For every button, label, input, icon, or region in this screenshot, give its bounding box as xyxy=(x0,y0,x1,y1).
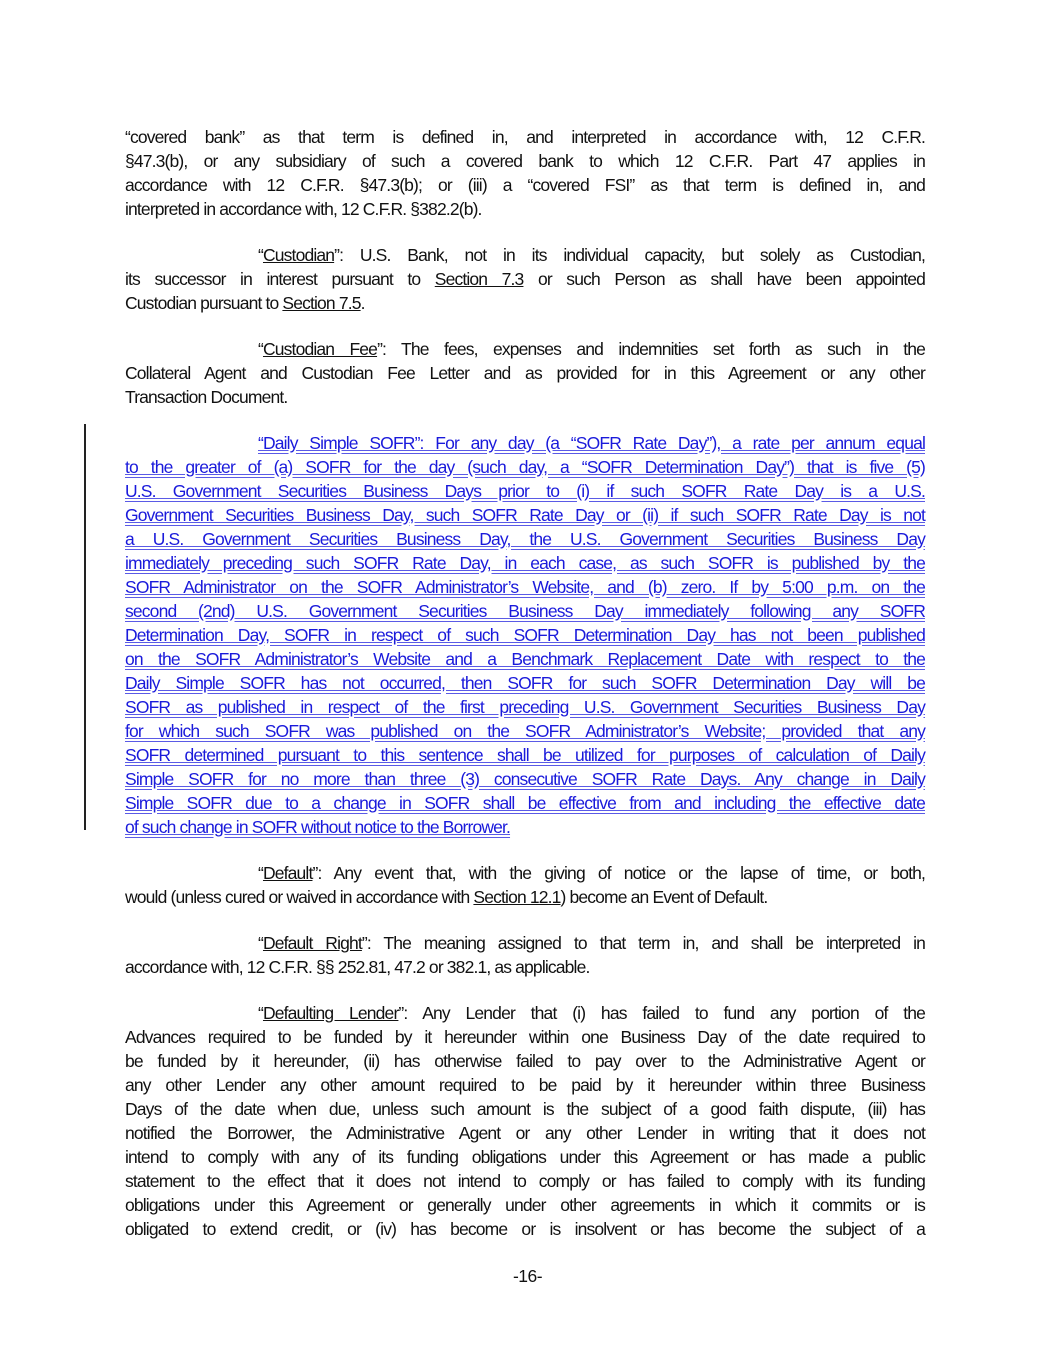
cross-reference-term: Section 7.5 xyxy=(282,293,361,313)
text-line xyxy=(125,671,925,695)
text-segment: “ xyxy=(258,933,263,953)
text-segment: accordance with, 12 C.F.R. §§ 252.81, 47.2 or 382.1, as applicable. xyxy=(125,957,590,977)
cross-reference-term: Section 7.3 xyxy=(434,269,524,289)
text-segment: any other Lender any other amount required to be paid by it hereunder within three Business xyxy=(125,1075,925,1095)
text-line xyxy=(125,197,925,221)
text-line xyxy=(125,527,925,551)
text-segment: “covered bank” as that term is defined in, and interpreted in accordance with, 12 C.F.R. xyxy=(125,127,925,147)
cross-reference-term: Custodian Fee xyxy=(262,339,378,359)
text-segment: . xyxy=(360,293,365,313)
text-segment: “ xyxy=(258,1003,263,1023)
text-line xyxy=(125,647,925,671)
text-line xyxy=(125,1097,925,1121)
text-segment: obligations under this Agreement or generally under other agreements in which it commits or is xyxy=(125,1195,925,1215)
text-line xyxy=(125,243,925,267)
text-line xyxy=(125,1193,925,1217)
text-line xyxy=(125,361,925,385)
text-segment: to the greater of (a) SOFR for the day (such day, a “SOFR Determination Day”) that is five (5) xyxy=(125,457,925,477)
text-segment: or such Person as shall have been appointed xyxy=(523,269,926,289)
text-line xyxy=(125,861,925,885)
text-line xyxy=(125,815,925,839)
text-segment: Days of the date when due, unless such amount is the subject of a good faith dispute, (iii) has xyxy=(125,1099,925,1119)
text-segment: U.S. Government Securities Business Days prior to (i) if such SOFR Rate Day is a U.S. xyxy=(125,481,925,501)
text-segment: on the SOFR Administrator’s Website and a Benchmark Replacement Date with respect to the xyxy=(125,649,925,669)
definition-paragraph xyxy=(125,931,925,979)
text-segment: Collateral Agent and Custodian Fee Letter and as provided for in this Agreement or any other xyxy=(125,363,925,383)
text-line xyxy=(125,1145,925,1169)
text-segment: SOFR determined pursuant to this sentence shall be utilized for purposes of calculation of Daily xyxy=(125,745,925,765)
text-line xyxy=(125,149,925,173)
text-segment: obligated to extend credit, or (iv) has become or is insolvent or has become the subject of a xyxy=(125,1219,925,1239)
text-line xyxy=(125,385,925,409)
cross-reference-term: Default xyxy=(262,863,313,883)
revision-change-bar xyxy=(84,424,86,830)
text-segment: intend to comply with any of its funding obligations under this Agreement or has made a public xyxy=(125,1147,925,1167)
text-segment: Advances required to be funded by it hereunder within one Business Day of the date required to xyxy=(125,1027,925,1047)
text-segment: “ xyxy=(258,863,263,883)
text-segment: ”: U.S. Bank, not in its individual capacity, but solely as Custodian, xyxy=(334,245,925,265)
text-line xyxy=(125,479,925,503)
text-line xyxy=(125,173,925,197)
text-segment: ) become an Event of Default. xyxy=(560,887,768,907)
text-segment: Government Securities Business Day, such SOFR Rate Day or (ii) if such SOFR Rate Day is not xyxy=(125,505,925,525)
text-line xyxy=(125,1073,925,1097)
text-segment: ”: Any Lender that (i) has failed to fund any portion of the xyxy=(398,1003,925,1023)
text-segment: ”: Any event that, with the giving of notice or the lapse of time, or both, xyxy=(312,863,925,883)
text-segment: second (2nd) U.S. Government Securities Business Day immediately following any SOFR xyxy=(125,601,925,621)
text-line xyxy=(125,291,925,315)
text-line xyxy=(125,955,925,979)
text-segment: accordance with 12 C.F.R. §47.3(b); or (iii) a “covered FSI” as that term is defined in, and xyxy=(125,175,925,195)
text-line xyxy=(125,1001,925,1025)
text-segment: Custodian pursuant to xyxy=(125,293,283,313)
text-line xyxy=(125,575,925,599)
text-line xyxy=(125,767,925,791)
text-segment: ”: The meaning assigned to that term in, and shall be interpreted in xyxy=(361,933,925,953)
text-segment: of such change in SOFR without notice to the Borrower. xyxy=(125,817,511,837)
document-body xyxy=(125,125,925,1263)
definition-paragraph xyxy=(125,243,925,315)
text-segment: its successor in interest pursuant to xyxy=(125,269,435,289)
cross-reference-term: Section 12.1 xyxy=(473,887,561,907)
text-line xyxy=(125,1121,925,1145)
text-segment: Simple SOFR due to a change in SOFR shall be effective from and including the effective date xyxy=(125,793,925,813)
text-line xyxy=(125,1217,925,1241)
cross-reference-term: Custodian xyxy=(262,245,335,265)
definition-paragraph xyxy=(125,337,925,409)
cross-reference-term: Default Right xyxy=(262,933,362,953)
text-segment: Determination Day, SOFR in respect of such SOFR Determination Day has not been published xyxy=(125,625,925,645)
text-segment: “ xyxy=(258,339,263,359)
definition-paragraph xyxy=(125,1001,925,1241)
text-segment: §47.3(b), or any subsidiary of such a covered bank to which 12 C.F.R. Part 47 applies in xyxy=(125,151,925,171)
text-segment: statement to the effect that it does not intend to comply or has failed to comply with its funding xyxy=(125,1171,925,1191)
text-segment: SOFR Administrator on the SOFR Administrator’s Website, and (b) zero. If by 5:00 p.m. on the xyxy=(125,577,925,597)
text-segment: a U.S. Government Securities Business Day, the U.S. Government Securities Business Day xyxy=(125,529,925,549)
text-line xyxy=(125,1169,925,1193)
text-segment: ”: The fees, expenses and indemnities set forth as such in the xyxy=(377,339,925,359)
text-segment: SOFR as published in respect of the first preceding U.S. Government Securities Business Day xyxy=(125,697,925,717)
definition-paragraph xyxy=(125,125,925,221)
definition-paragraph xyxy=(125,861,925,909)
text-line xyxy=(125,885,925,909)
text-line xyxy=(125,125,925,149)
text-line xyxy=(125,503,925,527)
page-number: -16- xyxy=(512,1266,543,1286)
text-line xyxy=(125,695,925,719)
text-segment: Transaction Document. xyxy=(125,387,288,407)
text-segment: be funded by it hereunder, (ii) has otherwise failed to pay over to the Administrative Agent or xyxy=(125,1051,925,1071)
text-line xyxy=(125,267,925,291)
text-segment: notified the Borrower, the Administrative Agent or any other Lender in writing that it does not xyxy=(125,1123,925,1143)
text-line xyxy=(125,599,925,623)
text-segment: for which such SOFR was published on the SOFR Administrator’s Website; provided that any xyxy=(125,721,925,741)
text-line xyxy=(125,551,925,575)
text-line xyxy=(125,623,925,647)
text-segment: immediately preceding such SOFR Rate Day, in each case, as such SOFR is published by the xyxy=(125,553,925,573)
text-line xyxy=(125,455,925,479)
text-segment: Daily Simple SOFR has not occurred, then SOFR for such SOFR Determination Day will be xyxy=(125,673,925,693)
text-line xyxy=(125,931,925,955)
text-segment: interpreted in accordance with, 12 C.F.R. §382.2(b). xyxy=(125,199,482,219)
text-line xyxy=(125,1025,925,1049)
text-line xyxy=(125,431,925,455)
text-segment: Simple SOFR for no more than three (3) consecutive SOFR Rate Days. Any change in Daily xyxy=(125,769,925,789)
text-line xyxy=(125,719,925,743)
text-line xyxy=(125,1049,925,1073)
text-line xyxy=(125,743,925,767)
text-segment: “Daily Simple SOFR”: For any day (a “SOFR Rate Day”), a rate per annum equal xyxy=(258,433,925,453)
text-line xyxy=(125,337,925,361)
text-segment: “ xyxy=(258,245,263,265)
cross-reference-term: Defaulting Lender xyxy=(262,1003,399,1023)
text-segment: would (unless cured or waived in accordance with xyxy=(125,887,474,907)
revised-definition-paragraph xyxy=(125,431,925,839)
text-line xyxy=(125,791,925,815)
